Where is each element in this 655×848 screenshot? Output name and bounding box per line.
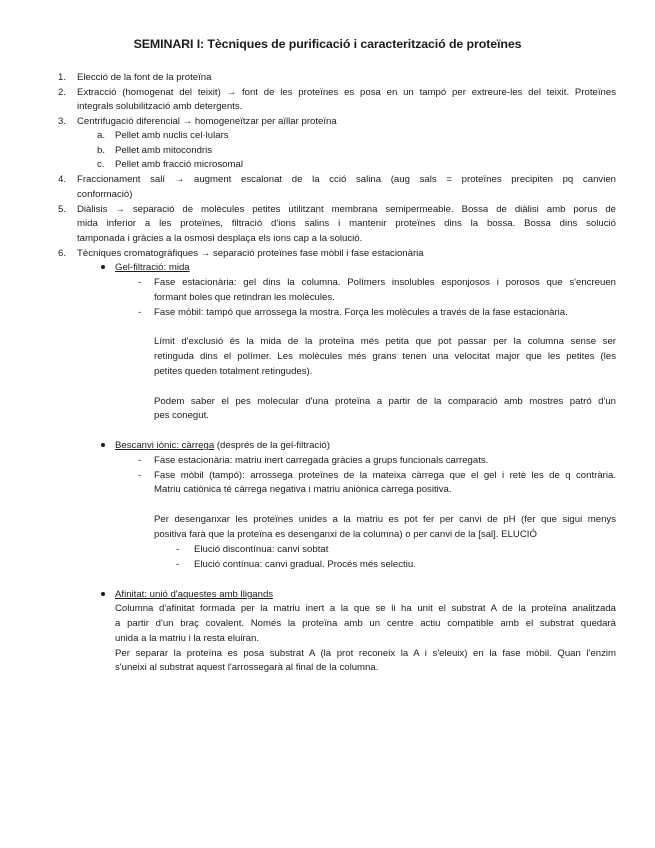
section-heading-gel-filtration: Gel-filtració: mida [115, 262, 190, 273]
page-title: SEMINARI I: Tècniques de purificació i caracterització de proteïnes [133, 37, 522, 51]
dash-item: Fase estacionària: matriu inert carregada gràcies a grups funcionals carregats. [154, 455, 489, 466]
dash-mark: - [138, 455, 142, 466]
sub-dash-item: Elució contínua: canvi gradual. Procés més selectiu. [194, 559, 416, 570]
dash-mark: - [176, 559, 180, 570]
paragraph-line: Límit d'exclusió és la mida de la proteïna més petita que pot passar per la columna sense ser [154, 336, 616, 347]
list-item-line: conformació) [77, 189, 133, 200]
list-item: Tècniques cromatogràfiques → separació proteïnes fase mòbil i fase estacionària [77, 248, 424, 259]
list-item-line: Extracció (homogenat del teixit) → font de les proteïnes es posa en un tampó per extreure-les del teixit. Proteïnes [77, 87, 616, 98]
paragraph-line: Per desenganxar les proteïnes unides a la matriu es pot fer per canvi de pH (fer que sigui menys [154, 514, 616, 525]
sublist-item: Pellet amb mitocondris [115, 145, 213, 156]
list-item: Centrifugació diferencial → homogeneïtzar per aïllar proteïna [77, 116, 337, 127]
list-item-line: tamponada i gràcies a la osmosi desplaça els ions cap a la solució. [77, 233, 363, 244]
sublist-item: Pellet amb nuclis cel·lulars [115, 130, 229, 141]
paragraph-line: Per separar la proteïna es posa substrat A (la prot reconeix la A i s'eleuix) en la fase mòbil. Quan l'enzim [115, 648, 616, 659]
bullet-dot [101, 592, 105, 596]
dash-mark: - [138, 277, 142, 288]
dash-mark: - [176, 544, 180, 555]
sublist-item: Pellet amb fracció microsomal [115, 159, 243, 170]
heading-suffix: (després de la gel-filtració) [214, 440, 330, 451]
list-item-line: Fraccionament salí → augment escalonat de la cció salina (aug sals = proteïnes precipiten pq canvien [77, 174, 616, 185]
paragraph-line: unida a la matriu i la resta eluiran. [115, 633, 259, 644]
dash-item-line: Fase mòbil (tampó): arrossega proteïnes de la mateixa càrrega que el gel i retè les de q contrària. [154, 470, 616, 481]
list-number: 2. [58, 87, 67, 98]
paragraph-line: pes conegut. [154, 410, 209, 421]
list-number: 5. [58, 204, 67, 215]
dash-item-line: Fase estacionària: gel dins la columna. Polímers insolubles esponjosos i porosos que s'encreuen [154, 277, 616, 288]
heading-underlined: Bescanvi iònic: càrrega [115, 440, 215, 451]
dash-item: Fase mòbil: tampó que arrossega la mostra. Força les molècules a través de la fase estacionària. [154, 307, 568, 318]
list-number: 1. [58, 72, 67, 83]
list-number: 6. [58, 248, 67, 259]
list-item-line: Diàlisis → separació de molècules petites utilitzant membrana semipermeable. Bossa de diàlisi amb porus de [77, 204, 616, 215]
dash-mark: - [138, 307, 142, 318]
paragraph-line: petites queden totalment retingudes). [154, 366, 313, 377]
sub-dash-item: Elució discontínua: canvi sobtat [194, 544, 329, 555]
list-item-line: integrals solubilització amb detergents. [77, 101, 243, 112]
list-item-line: mida inferior a les proteïnes, filtració d'ions salins i mantenir proteïnes dins la bossa. Bossa dins solució [77, 218, 616, 229]
paragraph-line: Podem saber el pes molecular d'una proteïna a partir de la comparació amb mostres patró d'un [154, 396, 616, 407]
list-number: 4. [58, 174, 67, 185]
sublist-mark: a. [97, 130, 106, 141]
list-number: 3. [58, 116, 67, 127]
bullet-dot [101, 443, 105, 447]
sublist-mark: c. [97, 159, 105, 170]
dash-item-line: Matriu catiònica té càrrega negativa i matriu aniònica càrrega positiva. [154, 484, 452, 495]
sublist-mark: b. [97, 145, 106, 156]
bullet-dot [101, 265, 105, 269]
paragraph-line: retinguda dins el polímer. Les molècules més grans tenen una velocitat major que les petites (les [154, 351, 616, 362]
section-heading-affinity: Afinitat: unió d'aquestes amb lligands [115, 589, 274, 600]
paragraph-line: a partir d'un braç covalent. Només la proteïna amb un centre actiu compatible amb el substrat quedarà [115, 618, 616, 629]
paragraph-line: positiva farà que la proteïna es desenganxi de la columna) o per canvi de la [sal]. ELUCIÓ [154, 529, 537, 540]
dash-mark: - [138, 470, 142, 481]
list-item: Elecció de la font de la proteïna [77, 72, 212, 83]
paragraph-line: s'uneixi al substrat aquest l'arrossegarà al final de la columna. [115, 662, 379, 673]
section-heading-ion-exchange [115, 440, 330, 451]
dash-item-line: formant boles que retindran les molècules. [154, 292, 335, 303]
paragraph-line: Columna d'afinitat formada per la matriu inert a la que se li ha unit el substrat A de la proteïna analitzada [115, 603, 616, 614]
